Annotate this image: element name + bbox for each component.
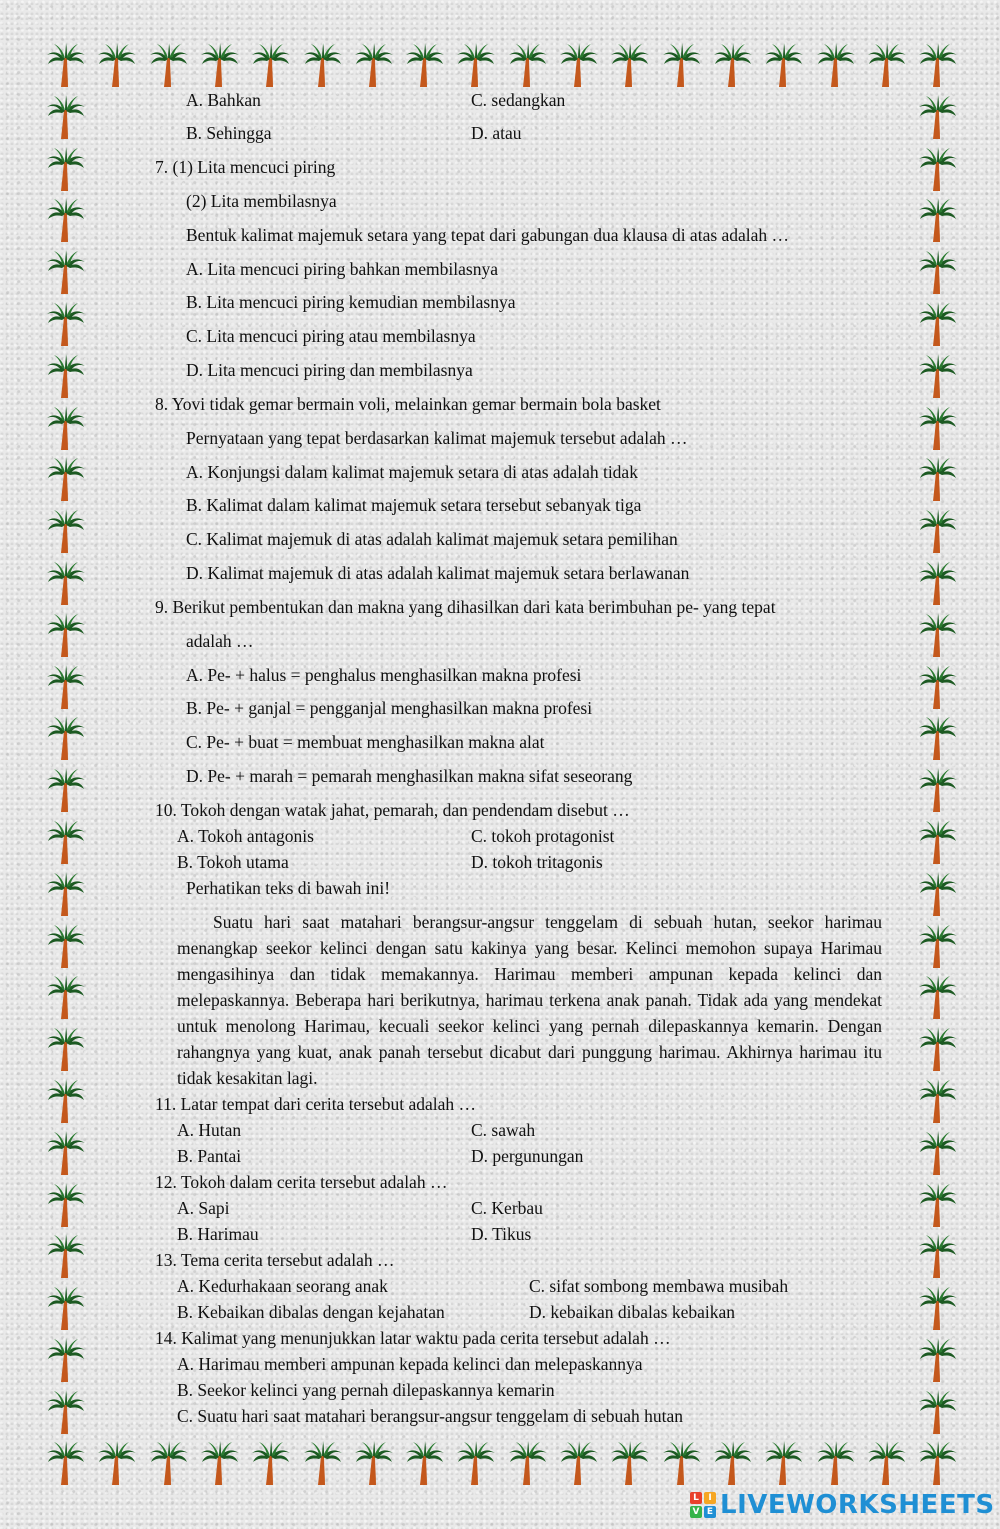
q12-option-b: B. Harimau — [177, 1224, 259, 1244]
palm-tree-icon — [46, 612, 86, 658]
palm-tree-icon — [354, 1440, 394, 1486]
palm-tree-icon — [918, 767, 958, 813]
q10-option-a: A. Tokoh antagonis — [177, 826, 314, 846]
palm-tree-icon — [610, 42, 650, 88]
q13-option-d: D. kebaikan dibalas kebaikan — [529, 1302, 736, 1322]
palm-tree-icon — [918, 146, 958, 192]
q11-option-d: D. pergunungan — [471, 1146, 584, 1166]
palm-tree-icon — [46, 301, 86, 347]
q7-line2: (2) Lita membilasnya — [186, 191, 337, 211]
brand-name: LIVEWORKSHEETS — [720, 1490, 995, 1520]
palm-tree-icon — [46, 249, 86, 295]
palm-tree-icon — [918, 1440, 958, 1486]
palm-tree-icon — [251, 1440, 291, 1486]
palm-tree-icon — [918, 974, 958, 1020]
q7-option-c: C. Lita mencuci piring atau membilasnya — [186, 326, 476, 346]
q8-stem: Pernyataan yang tepat berdasarkan kalimat majemuk tersebut adalah … — [186, 428, 688, 448]
palm-tree-icon — [764, 1440, 804, 1486]
q7-stem: Bentuk kalimat majemuk setara yang tepat dari gabungan dua klausa di atas adalah … — [186, 225, 790, 245]
palm-tree-icon — [816, 42, 856, 88]
palm-tree-icon — [200, 42, 240, 88]
palm-tree-icon — [918, 1337, 958, 1383]
palm-tree-icon — [456, 42, 496, 88]
q8-option-a: A. Konjungsi dalam kalimat majemuk setara di atas adalah tidak — [186, 462, 638, 482]
palm-tree-icon — [867, 42, 907, 88]
palm-tree-icon — [918, 1026, 958, 1072]
palm-tree-icon — [303, 1440, 343, 1486]
palm-tree-icon — [405, 1440, 445, 1486]
palm-tree-icon — [610, 1440, 650, 1486]
palm-tree-icon — [46, 456, 86, 502]
palm-tree-icon — [46, 1233, 86, 1279]
logo-letter-v: V — [690, 1506, 702, 1518]
logo-letter-l: L — [690, 1492, 702, 1504]
palm-tree-icon — [200, 1440, 240, 1486]
palm-tree-icon — [918, 871, 958, 917]
q9-option-c: C. Pe- + buat = membuat menghasilkan makna alat — [186, 732, 545, 752]
q14-option-c: C. Suatu hari saat matahari berangsur-angsur tenggelam di sebuah hutan — [177, 1406, 684, 1426]
palm-tree-icon — [918, 301, 958, 347]
palm-tree-icon — [46, 1337, 86, 1383]
palm-tree-icon — [46, 767, 86, 813]
palm-tree-icon — [918, 1233, 958, 1279]
palm-tree-icon — [46, 1285, 86, 1331]
palm-tree-icon — [97, 42, 137, 88]
palm-tree-icon — [918, 560, 958, 606]
q13-stem: 13. Tema cerita tersebut adalah … — [155, 1250, 395, 1270]
q11-stem: 11. Latar tempat dari cerita tersebut adalah … — [155, 1094, 477, 1114]
palm-tree-icon — [918, 612, 958, 658]
q9-option-a: A. Pe- + halus = penghalus menghasilkan makna profesi — [186, 665, 582, 685]
palm-tree-icon — [46, 1182, 86, 1228]
palm-tree-icon — [149, 42, 189, 88]
palm-tree-icon — [46, 353, 86, 399]
q9-line1: 9. Berikut pembentukan dan makna yang dihasilkan dari kata berimbuhan pe- yang tepat — [155, 597, 776, 617]
palm-tree-icon — [918, 1389, 958, 1435]
palm-tree-icon — [46, 715, 86, 761]
palm-tree-icon — [918, 405, 958, 451]
palm-tree-icon — [97, 1440, 137, 1486]
logo-letter-i: I — [704, 1492, 716, 1504]
palm-tree-icon — [918, 1078, 958, 1124]
palm-tree-icon — [46, 1130, 86, 1176]
q14-stem: 14. Kalimat yang menunjukkan latar waktu pada cerita tersebut adalah … — [155, 1328, 671, 1348]
q14-option-b: B. Seekor kelinci yang pernah dilepaskannya kemarin — [177, 1380, 555, 1400]
palm-tree-icon — [918, 94, 958, 140]
palm-tree-icon — [918, 819, 958, 865]
passage-intro: Perhatikan teks di bawah ini! — [186, 878, 391, 898]
q14-option-a: A. Harimau memberi ampunan kepada kelinci dan melepaskannya — [177, 1354, 643, 1374]
logo-letter-e: E — [704, 1506, 716, 1518]
palm-tree-icon — [559, 1440, 599, 1486]
palm-tree-icon — [918, 456, 958, 502]
palm-tree-icon — [918, 923, 958, 969]
q11-option-b: B. Pantai — [177, 1146, 242, 1166]
palm-tree-icon — [251, 42, 291, 88]
q8-line1: 8. Yovi tidak gemar bermain voli, melainkan gemar bermain bola basket — [155, 394, 661, 414]
q6-option-a: A. Bahkan — [186, 90, 261, 110]
palm-tree-icon — [46, 974, 86, 1020]
palm-tree-icon — [354, 42, 394, 88]
palm-tree-icon — [46, 42, 86, 88]
palm-tree-icon — [46, 871, 86, 917]
palm-tree-icon — [918, 664, 958, 710]
palm-tree-icon — [46, 508, 86, 554]
q7-line1: 7. (1) Lita mencuci piring — [155, 157, 336, 177]
palm-tree-icon — [46, 197, 86, 243]
q11-option-c: C. sawah — [471, 1120, 536, 1140]
palm-tree-icon — [46, 560, 86, 606]
q6-option-c: C. sedangkan — [471, 90, 566, 110]
palm-tree-icon — [662, 1440, 702, 1486]
q13-option-b: B. Kebaikan dibalas dengan kejahatan — [177, 1302, 445, 1322]
q12-option-a: A. Sapi — [177, 1198, 230, 1218]
q7-option-b: B. Lita mencuci piring kemudian membilasnya — [186, 292, 516, 312]
palm-tree-icon — [662, 42, 702, 88]
palm-tree-icon — [46, 1440, 86, 1486]
q10-stem: 10. Tokoh dengan watak jahat, pemarah, dan pendendam disebut … — [155, 800, 630, 820]
palm-tree-icon — [559, 42, 599, 88]
palm-tree-icon — [713, 42, 753, 88]
palm-tree-icon — [46, 819, 86, 865]
palm-tree-icon — [918, 1130, 958, 1176]
palm-tree-icon — [46, 146, 86, 192]
q10-option-d: D. tokoh tritagonis — [471, 852, 603, 872]
palm-tree-icon — [508, 42, 548, 88]
q12-stem: 12. Tokoh dalam cerita tersebut adalah … — [155, 1172, 448, 1192]
q10-option-b: B. Tokoh utama — [177, 852, 289, 872]
palm-tree-icon — [867, 1440, 907, 1486]
palm-tree-icon — [405, 42, 445, 88]
q7-option-d: D. Lita mencuci piring dan membilasnya — [186, 360, 473, 380]
palm-tree-icon — [46, 664, 86, 710]
q6-option-d: D. atau — [471, 123, 522, 143]
palm-tree-icon — [764, 42, 804, 88]
palm-tree-icon — [918, 42, 958, 88]
story-passage: Suatu hari saat matahari berangsur-angsur tenggelam di sebuah hutan, seekor harimau menangkap seekor kelinci dengan satu kakinya yang besar. Kelinci memohon supaya Harimau mengasihinya dan tidak memakannya. Harimau memberi ampunan kepada kelinci dan melepaskannya. Beberapa hari berikutnya, harimau terkena anak panah. Tidak ada yang mendekat untuk menolong Harimau, kecuali seekor kelinci yang pernah dilepaskannya kemarin. Dengan rahangnya yang kuat, anak panah tersebut dicabut dari punggung harimau. Akhirnya harimau itu tidak kesakitan lagi. — [177, 912, 882, 1088]
palm-tree-icon — [149, 1440, 189, 1486]
palm-tree-icon — [918, 197, 958, 243]
q9-option-d: D. Pe- + marah = pemarah menghasilkan makna sifat seseorang — [186, 766, 633, 786]
palm-tree-icon — [918, 249, 958, 295]
palm-tree-icon — [46, 1026, 86, 1072]
palm-tree-icon — [918, 1285, 958, 1331]
palm-tree-icon — [713, 1440, 753, 1486]
q7-option-a: A. Lita mencuci piring bahkan membilasnya — [186, 259, 498, 279]
palm-tree-icon — [46, 405, 86, 451]
palm-tree-icon — [303, 42, 343, 88]
q13-option-c: C. sifat sombong membawa musibah — [529, 1276, 789, 1296]
palm-tree-icon — [918, 715, 958, 761]
q6-option-b: B. Sehingga — [186, 123, 272, 143]
q12-option-c: C. Kerbau — [471, 1198, 543, 1218]
q8-option-b: B. Kalimat dalam kalimat majemuk setara tersebut sebanyak tiga — [186, 495, 642, 515]
liveworksheets-logo[interactable] — [690, 1488, 995, 1522]
palm-tree-icon — [46, 94, 86, 140]
palm-tree-icon — [816, 1440, 856, 1486]
q13-option-a: A. Kedurhakaan seorang anak — [177, 1276, 388, 1296]
palm-tree-icon — [918, 508, 958, 554]
q12-option-d: D. Tikus — [471, 1224, 532, 1244]
palm-tree-icon — [456, 1440, 496, 1486]
q8-option-d: D. Kalimat majemuk di atas adalah kalimat majemuk setara berlawanan — [186, 563, 690, 583]
palm-tree-icon — [508, 1440, 548, 1486]
q11-option-a: A. Hutan — [177, 1120, 242, 1140]
q9-option-b: B. Pe- + ganjal = pengganjal menghasilkan makna profesi — [186, 698, 593, 718]
q10-option-c: C. tokoh protagonist — [471, 826, 615, 846]
q8-option-c: C. Kalimat majemuk di atas adalah kalimat majemuk setara pemilihan — [186, 529, 678, 549]
palm-tree-icon — [46, 1389, 86, 1435]
logo-grid-icon — [690, 1492, 716, 1518]
palm-tree-icon — [918, 1182, 958, 1228]
palm-tree-icon — [46, 923, 86, 969]
palm-tree-icon — [918, 353, 958, 399]
q9-line2: adalah … — [186, 631, 254, 651]
palm-tree-icon — [46, 1078, 86, 1124]
